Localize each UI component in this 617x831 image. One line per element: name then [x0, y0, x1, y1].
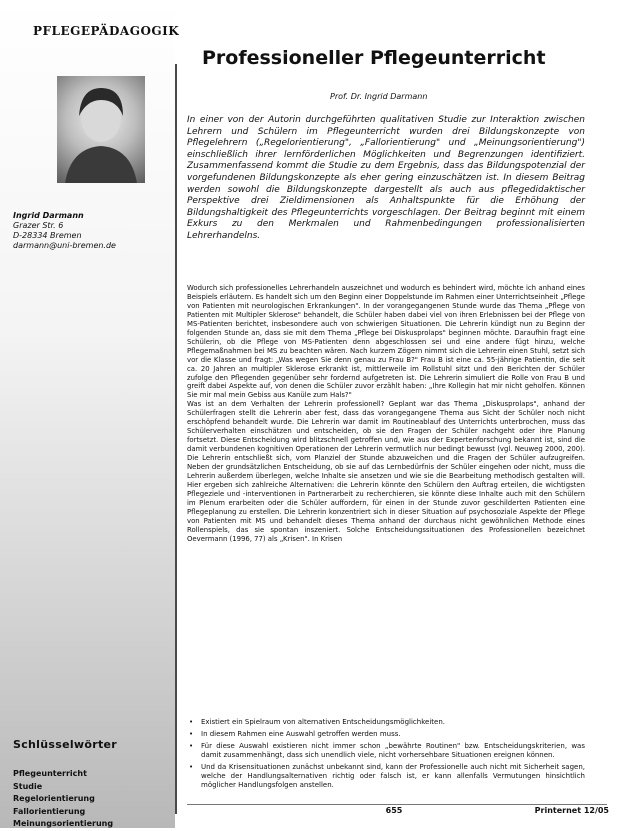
keywords-list — [13, 768, 173, 831]
footer-rule — [187, 804, 607, 805]
author-contact — [13, 211, 171, 251]
article-byline: Prof. Dr. Ingrid Darmann — [330, 92, 428, 101]
author-name: Ingrid Darmann — [13, 211, 84, 220]
bullet-item: • In diesem Rahmen eine Auswahl getroffen werden muss. — [187, 730, 585, 739]
column-divider — [175, 64, 177, 814]
author-email: darmann@uni-bremen.de — [13, 241, 116, 250]
body-paragraph: Wodurch sich professionelles Lehrerhandeln auszeichnet und wodurch es behindert wird, möchte ich anhand eines Beispiels erläutern. Es handelt sich um den Beginn einer Doppelstunde im Rahmen einer Unterrichtseinheit „Pflege von Patienten mit neurologischen Erkrankungen". In der vorangegangenen Stunde wurde das Thema „Pflege von Patienten mit Multipler Sklerose" behandelt, die Schüler haben dabei viel von ihren Erlebnissen bei der Pflege von MS-Patienten berichtet, insbesondere auch von schwierigen Situationen. Die Lehrerin kündigt nun zu Beginn der folgenden Stunde an, dass sie mit dem Thema „Pflege bei Diskusprolaps" beginnen möchte. Daraufhin fragt eine Schülerin, ob die Pflege von MS-Patienten denn abgeschlossen sei und eine andere fügt hinzu, welche Pflegemaßnahmen bei MS zu beachten wären. Nach kurzem Zögern nimmt sich die Lehrerin einen Stuhl, setzt sich vor die Klasse und fragt: „Was wegen Sie denn genau zu Frau B?" Frau B ist eine ca. 55-jährige Patientin, die seit ca. 20 Jahren an multipler Sklerose erkrankt ist, mittlerweile im Rollstuhl sitzt und den Berichten der Schüler zufolge den Pflegenden gegenüber sehr fordernd aufgetreten ist. Die Lehrerin simuliert die Rolle von Frau B und greift dabei Aspekte auf, von denen die Schüler zuvor erzählt haben: „Ihre Kollegin hat mir nicht geholfen. Können Sie mir mal mein Gebiss aus Kanüle zum Hals?" — [187, 284, 585, 400]
section-rubric: PFLEGEPÄDAGOGIK — [33, 24, 180, 38]
author-street: Grazer Str. 6 — [13, 221, 64, 230]
keyword-item: Meinungsorientierung — [13, 819, 114, 828]
author-portrait — [57, 76, 145, 183]
crisis-bullet-list — [187, 718, 585, 793]
keyword-item: Studie — [13, 781, 43, 791]
keyword-item: Regelorientierung — [13, 794, 95, 803]
article-abstract: In einer von der Autorin durchgeführten qualitativen Studie zur Interaktion zwischen Lehrern und Schülern im Pflegeunterricht wurden drei Bildungskonzepte von Pflegelehrern („Regelorientierung", „Fallorientierung" und „Meinungsorientierung") einschließlich ihrer lernförderlichen Möglichkeiten und Begrenzungen identifiziert. Zusammenfassend kommt die Studie zu dem Ergebnis, dass das Bildungspotenzial der vorgefundenen Bildungskonzepte als eher gering einzuschätzen ist. In diesem Beitrag werden sowohl die Bildungskonzepte dargestellt als auch aus pflegedidaktischer Perspektive drei Zieldimensionen als Anhaltspunkte für die Erhöhung der Bildungshaltigkeit des Pflegeunterrichts vorgeschlagen. Der Beitrag beginnt mit einem Exkurs zu den Merkmalen und Rahmenbedingungen professionalisierten Lehrerhandelns. — [187, 115, 585, 241]
keyword-item: Fallorientierung — [13, 806, 86, 816]
bullet-item: • Für diese Auswahl existieren nicht immer schon „bewährte Routinen" bzw. Entscheidungskriterien, was damit zusammenhängt, dass sich unendlich viele, nicht vorhersehbare Situationen ereignen können. — [187, 742, 585, 760]
keyword-item: Pflegeunterricht — [13, 769, 87, 778]
author-city: D-28334 Bremen — [13, 231, 82, 240]
article-title: Professioneller Pflegeunterricht — [202, 47, 546, 69]
keywords-heading: Schlüsselwörter — [13, 738, 117, 751]
bullet-item: • Und da Krisensituationen zunächst unbekannt sind, kann der Professionelle auch nicht mit Sicherheit sagen, welche der Handlungsalternativen richtig oder falsch ist, er kann allenfalls Vermutungen hinsichtlich möglicher Handlungsfolgen anstellen. — [187, 763, 585, 790]
article-body — [187, 284, 585, 544]
page-number: 655 — [385, 806, 403, 815]
body-paragraph: Was ist an dem Verhalten der Lehrerin professionell? Geplant war das Thema „Diskusprolaps", anhand der Schülerfragen stellt die Lehrerin aber fest, dass das vorangegangene Thema aus Sicht der Schüler noch nicht erschöpfend behandelt wurde. Die Lehrerin war damit im Routineablauf des Unterrichts unterbrochen, muss das Schülerverhalten einschätzen und entscheiden, ob sie den Fragen der Schüler nachgeht oder ihre Planung fortsetzt. Diese Entscheidung wird blitzschnell getroffen und, wie aus der Expertenforschung bekannt ist, sind die damit verbundenen kognitiven Operationen der Lehrerin vermutlich nur bedingt bewusst (vgl. Neuweg 2000, 200). Die Lehrerin entschließt sich, vom Planziel der Stunde abzuweichen und die Fragen der Schüler aufzugreifen. Neben der grundsätzlichen Entscheidung, ob sie auf das Lernbedürfnis der Schüler eingehen oder nicht, muss die Lehrerin außerdem überlegen, welche Inhalte sie ansetzen und wie sie die Bearbeitung methodisch gestalten will. Hier ergeben sich zahlreiche Alternativen: die Lehrerin könnte den Schülern den Auftrag erteilen, die wichtigsten Pflegeziele und -interventionen in Partnerarbeit zu recherchieren, sie könnte diese Inhalte auch mit den Schülern im Plenum erarbeiten oder die Schüler auffordern, für einen in der Stunde zuvor geschilderten Patienten eine Pflegeplanung zu erstellen. Die Lehrerin konzentriert sich in dieser Situation auf psychosoziale Aspekte der Pflege von Patienten mit MS und behandelt dieses Thema anhand der durchaus nicht gewöhnlichen Methode eines Rollenspiels, das sie spontan inszeniert. Solche Entscheidungssituationen des Professionellen bezeichnet Oevermann (1996, 77) als „Krisen". In Krisen — [187, 400, 585, 543]
bullet-item: • Existiert ein Spielraum von alternativen Entscheidungsmöglichkeiten. — [187, 718, 585, 727]
journal-issue: Printernet 12/05 — [534, 806, 609, 815]
